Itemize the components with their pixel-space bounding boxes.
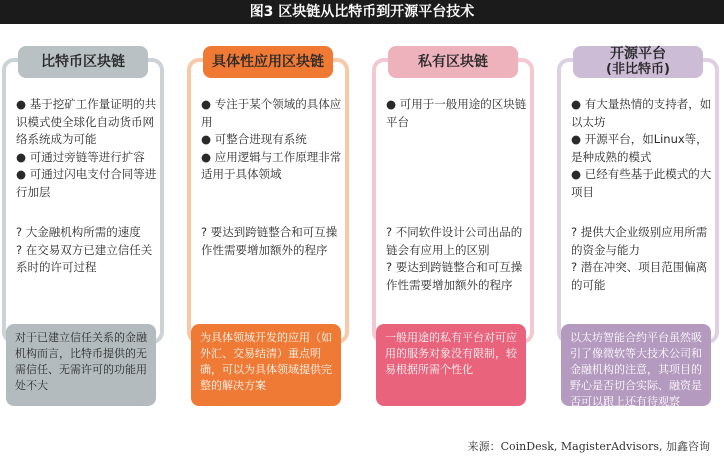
pro-item: ● 可通过闪电支付合同等进行加层 (16, 167, 157, 199)
figure-title: 图3 区块链从比特币到开源平台技术 (0, 0, 724, 24)
cons-list (571, 224, 717, 294)
column-header-subtitle: (非比特币) (606, 62, 670, 77)
pros-list (386, 96, 532, 131)
column-header: 具体性应用区块链 (203, 46, 333, 78)
pro-item: ● 可通过旁链等进行扩容 (16, 149, 145, 164)
card-bitcoin (2, 58, 164, 344)
card-open-source (557, 58, 719, 344)
pros-list (16, 96, 162, 201)
con-item: ? 提供大企业级别应用所需的资金与能力 (571, 225, 708, 257)
con-item: ? 要达到跨链整合和可互操作性需要增加额外的程序 (201, 225, 338, 257)
column-open-source (557, 32, 719, 416)
column-footer: 对于已建立信任关系的金融机构而言，比特币提供的无需信任、无需许可的功能用处不大 (6, 324, 156, 406)
cons-list (201, 224, 347, 259)
cons-list (386, 224, 532, 294)
pros-list (571, 96, 717, 201)
pro-item: ● 专注于某个领域的具体应用 (201, 97, 342, 129)
pro-item: ● 可整合进现有系统 (201, 132, 307, 146)
pro-item: ● 开源平台，如Linux等，是种成熟的模式 (571, 132, 708, 164)
column-specific-app (187, 32, 349, 416)
cons-list (16, 224, 162, 277)
con-item: ? 潜在冲突、项目范围偏离的可能 (571, 260, 708, 292)
pro-item: ● 有大量热情的支持者，如以太坊 (571, 97, 712, 129)
pro-item: ● 应用逻辑与工作原理非常适用于具体领域 (201, 149, 342, 181)
column-footer: 一般用途的私有平台对可应用的服务对象没有限制，较易根据所需个性化 (376, 324, 526, 406)
column-header-title: 开源平台 (610, 46, 666, 62)
card-specific-app (187, 58, 349, 344)
column-header: 比特币区块链 (18, 46, 148, 78)
pro-item: ● 可用于一般用途的区块链平台 (386, 97, 527, 129)
column-footer: 为具体领域开发的应用（如外汇、交易结清）重点明确，可以为具体领域提供完整的解决方案 (191, 324, 341, 406)
pros-list (201, 96, 347, 184)
column-private (372, 32, 534, 416)
column-header: 私有区块链 (388, 46, 518, 78)
column-bitcoin (2, 32, 164, 416)
con-item: ? 大金融机构所需的速度 (16, 225, 141, 239)
source-note: 来源：CoinDesk, MagisterAdvisors, 加鑫咨询 (467, 440, 710, 453)
con-item: ? 在交易双方已建立信任关系时的许可过程 (16, 242, 153, 274)
column-header (573, 46, 703, 78)
column-footer: 以太坊智能合约平台虽然吸引了像微软等大技术公司和金融机构的注意，其项目的野心是否切合实际、融资是否可以跟上还有待观察 (561, 324, 711, 406)
con-item: ? 不同软件设计公司出品的链会有应用上的区别 (386, 225, 523, 257)
pro-item: ● 基于挖矿工作量证明的共识模式使全球化自动货币网络系统成为可能 (16, 97, 157, 146)
pro-item: ● 已经有些基于此模式的大项目 (571, 167, 712, 199)
con-item: ? 要达到跨链整合和可互操作性需要增加额外的程序 (386, 260, 523, 292)
card-private (372, 58, 534, 344)
